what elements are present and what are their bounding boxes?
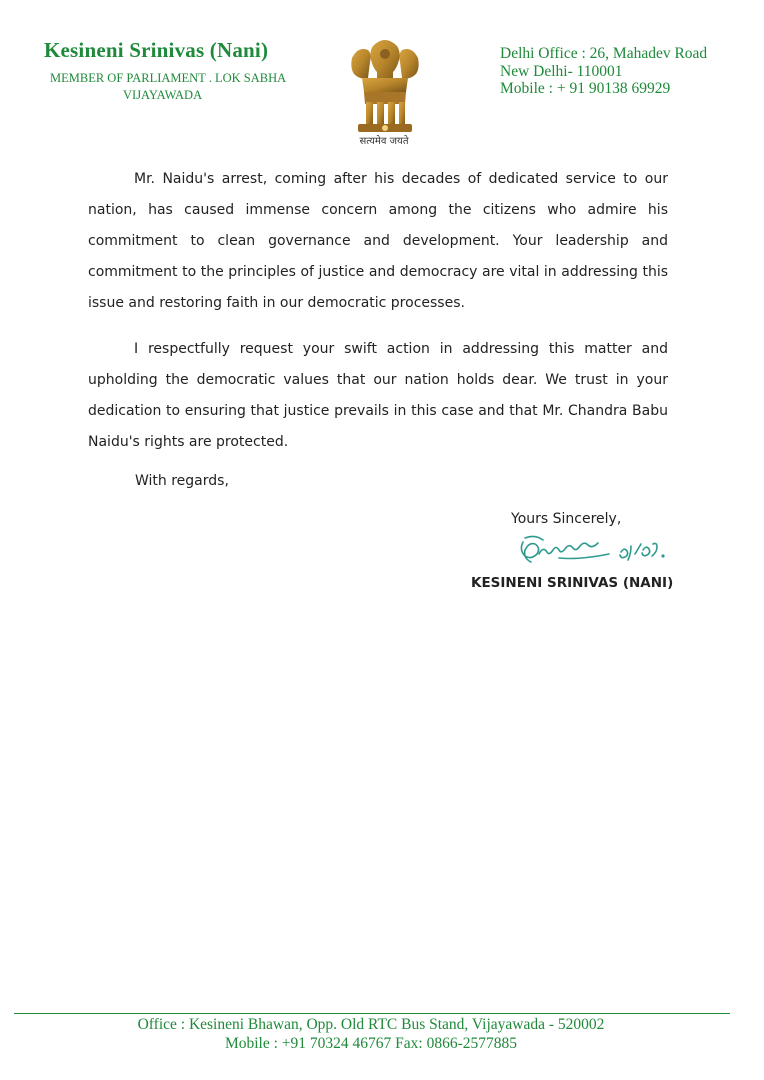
sender-constituency: VIJAYAWADA [123,88,203,102]
city-pincode: New Delhi- 110001 [500,62,623,80]
closing-regards: With regards, [135,473,229,489]
national-emblem-icon [340,36,430,148]
office-address: Delhi Office : 26, Mahadev Road [500,45,708,62]
valediction: Yours Sincerely, [511,511,622,527]
emblem-motto: सत्यमेव जयते [359,136,409,147]
footer-address-block [0,1015,764,1053]
letter-paragraph-1: Mr. Naidu's arrest, coming after his decades of dedicated service to our nation, has caused immense concern among the citizens who admire his commitment to clean governance and development. Your leadership and commitment to the principles of justice and democracy are vital in addressing this issue and restoring faith in our democratic processes. [88,171,668,311]
footer-divider [14,1013,730,1014]
sender-name: Kesineni Srinivas (Nani) [44,38,269,62]
footer-office-address: Office : Kesineni Bhawan, Opp. Old RTC Bus Stand, Vijayawada - 520002 [137,1016,605,1033]
signer-name: KESINENI SRINIVAS (NANI) [471,575,674,591]
mobile-number: Mobile : + 91 90138 69929 [500,80,671,97]
letter-paragraph-2: I respectfully request your swift action in addressing this matter and upholding the democratic values that our nation holds dear. We trust in your dedication to ensuring that justice prevails in this case and that Mr. Chandra Babu Naidu's rights are protected. [88,341,668,450]
footer-contact: Mobile : +91 70324 46767 Fax: 0866-2577885 [224,1035,518,1052]
delhi-address-block [500,45,707,98]
handwritten-signature [515,532,685,574]
sender-role: MEMBER OF PARLIAMENT . LOK SABHA [50,71,287,85]
